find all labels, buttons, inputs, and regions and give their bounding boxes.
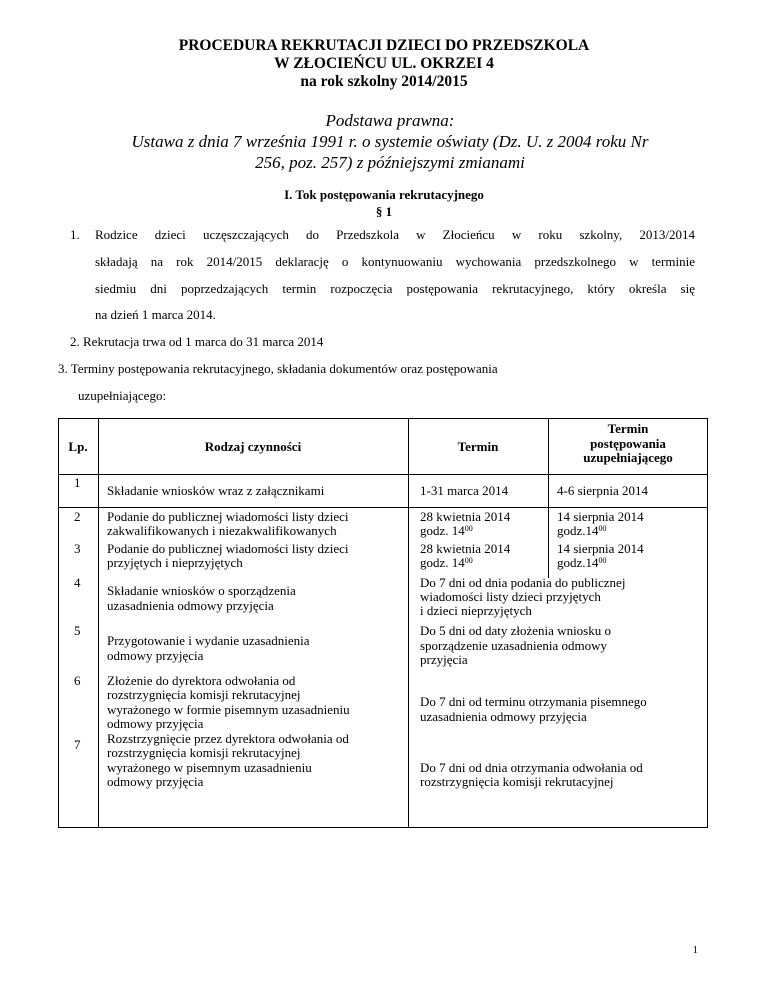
legal-basis: [120, 110, 660, 173]
title-line-3: na rok szkolny 2014/2015: [300, 73, 468, 90]
header-termin: Termin: [457, 439, 499, 454]
row-4-termin-1: Do 7 dni od dnia podania do publicznej: [420, 575, 626, 590]
header-uzup-line-1: Termin: [607, 421, 649, 436]
row-1-uzup: 4-6 sierpnia 2014: [557, 483, 648, 498]
legal-line-1: Podstawa prawna:: [325, 111, 455, 130]
row-7-termin-2: rozstrzygnięcia komisji rekrutacyjnej: [420, 774, 614, 789]
row-5-desc-2: odmowy przyjęcia: [107, 648, 204, 663]
item-1-line-1: Rodzice dzieci uczęszczających do Przedszkola w Złocieńcu w roku szkolny, 2013/2014: [95, 227, 695, 242]
row-1-lp: 1: [74, 475, 81, 490]
row-6-desc-2: rozstrzygnięcia komisji rekrutacyjnej: [107, 687, 301, 702]
row-7-lp: 7: [74, 737, 81, 752]
row-4-desc-1: Składanie wniosków o sporządzenia: [107, 583, 296, 598]
row-2-desc-1: Podanie do publicznej wiadomości listy dzieci: [107, 509, 349, 524]
row-2-termin-date: 28 kwietnia 2014: [420, 509, 511, 524]
header-uzup-line-2: postępowania: [590, 435, 666, 451]
row-5-termin-1: Do 5 dni od daty złożenia wniosku o: [420, 623, 611, 638]
item-1-number: 1.: [70, 227, 80, 242]
row-6-termin-2: uzasadnienia odmowy przyjęcia: [420, 709, 587, 724]
row-2-uzup-date: 14 sierpnia 2014: [557, 509, 644, 524]
row-3-lp: 3: [74, 541, 81, 556]
row-5-desc-1: Przygotowanie i wydanie uzasadnienia: [107, 633, 310, 648]
row-3-desc-1: Podanie do publicznej wiadomości listy dzieci: [107, 541, 349, 556]
row-6-termin-1: Do 7 dni od terminu otrzymania pisemnego: [420, 694, 647, 709]
item-3-line-1: 3. Terminy postępowania rekrutacyjnego, składania dokumentów oraz postępowania: [58, 361, 498, 376]
row-5-termin-2: sporządzenie uzasadnienia odmowy: [420, 638, 607, 653]
title-line-1: PROCEDURA REKRUTACJI DZIECI DO PRZEDSZKOLA: [178, 37, 590, 54]
legal-line-2: Ustawa z dnia 7 września 1991 r. o systemie oświaty (Dz. U. z 2004 roku Nr: [131, 132, 649, 151]
item-1-line-3: siedmiu dni poprzedzających termin rozpoczęcia postępowania rekrutacyjnego, który określa się: [95, 281, 695, 296]
row-4-desc-2: uzasadnienia odmowy przyjęcia: [107, 598, 274, 613]
row-2-termin-time: godz. $14^{00}$: [420, 523, 473, 538]
row-7-desc-2: rozstrzygnięcia komisji rekrutacyjnej: [107, 745, 301, 760]
row-3-termin-time: godz. $14^{00}$: [420, 555, 473, 570]
item-2: 2. Rekrutacja trwa od 1 marca do 31 marca 2014: [70, 334, 324, 349]
row-1-desc: Składanie wniosków wraz z załącznikami: [107, 483, 325, 498]
item-3-line-2: uzupełniającego:: [78, 388, 167, 403]
row-2-uzup-time: $godz.14^{00}$: [557, 523, 607, 538]
page-number: 1: [692, 944, 698, 956]
row-4-termin-2: wiadomości listy dzieci przyjętych: [420, 589, 601, 604]
title-line-2: W ZŁOCIEŃCU UL. OKRZEI 4: [274, 55, 494, 72]
header-uzup: [548, 422, 708, 466]
row-3-desc-2: przyjętych i nieprzyjętych: [107, 555, 243, 570]
section-title: I. Tok postępowania rekrutacyjnego: [284, 187, 484, 202]
recruitment-schedule-table: [58, 418, 708, 828]
row-6-desc-1: Złożenie do dyrektora odwołania od: [107, 673, 296, 688]
header-lp: Lp.: [68, 439, 88, 454]
row-6-desc-3: wyrażonego w formie pisemnym uzasadnieniu: [107, 702, 350, 717]
item-1-line-2: składają na rok 2014/2015 deklarację o kontynuowaniu wychowania przedszkolnego w terminie: [95, 254, 695, 269]
row-6-lp: 6: [74, 673, 81, 688]
header-uzup-line-3: uzupełniającego: [583, 450, 673, 465]
row-4-termin-3: i dzieci nieprzyjętych: [420, 603, 532, 618]
row-4-lp: 4: [74, 575, 81, 590]
row-3-termin-date: 28 kwietnia 2014: [420, 541, 511, 556]
row-7-desc-3: wyrażonego w pisemnym uzasadnieniu: [107, 760, 312, 775]
legal-line-3: 256, poz. 257) z późniejszymi zmianami: [255, 153, 525, 172]
row-2-desc-2: zakwalifikowanych i niezakwalifikowanych: [107, 523, 337, 538]
row-7-desc-4: odmowy przyjęcia: [107, 774, 204, 789]
section-paragraph: § 1: [375, 204, 393, 219]
row-7-desc-1: Rozstrzygnięcie przez dyrektora odwołania od: [107, 731, 349, 746]
header-rodzaj: Rodzaj czynności: [204, 439, 302, 454]
row-1-termin: 1-31 marca 2014: [420, 483, 509, 498]
row-5-lp: 5: [74, 623, 81, 638]
row-3-uzup-time: $godz.14^{00}$: [557, 555, 607, 570]
row-6-desc-4: odmowy przyjęcia: [107, 716, 204, 731]
row-5-termin-3: przyjęcia: [420, 652, 468, 667]
section-header: [0, 186, 768, 220]
row-3-uzup-date: 14 sierpnia 2014: [557, 541, 644, 556]
row-7-termin-1: Do 7 dni od dnia otrzymania odwołania od: [420, 760, 643, 775]
row-2-lp: 2: [74, 509, 81, 524]
item-1-line-4: na dzień 1 marca 2014.: [95, 307, 216, 322]
document-title: [0, 37, 768, 91]
